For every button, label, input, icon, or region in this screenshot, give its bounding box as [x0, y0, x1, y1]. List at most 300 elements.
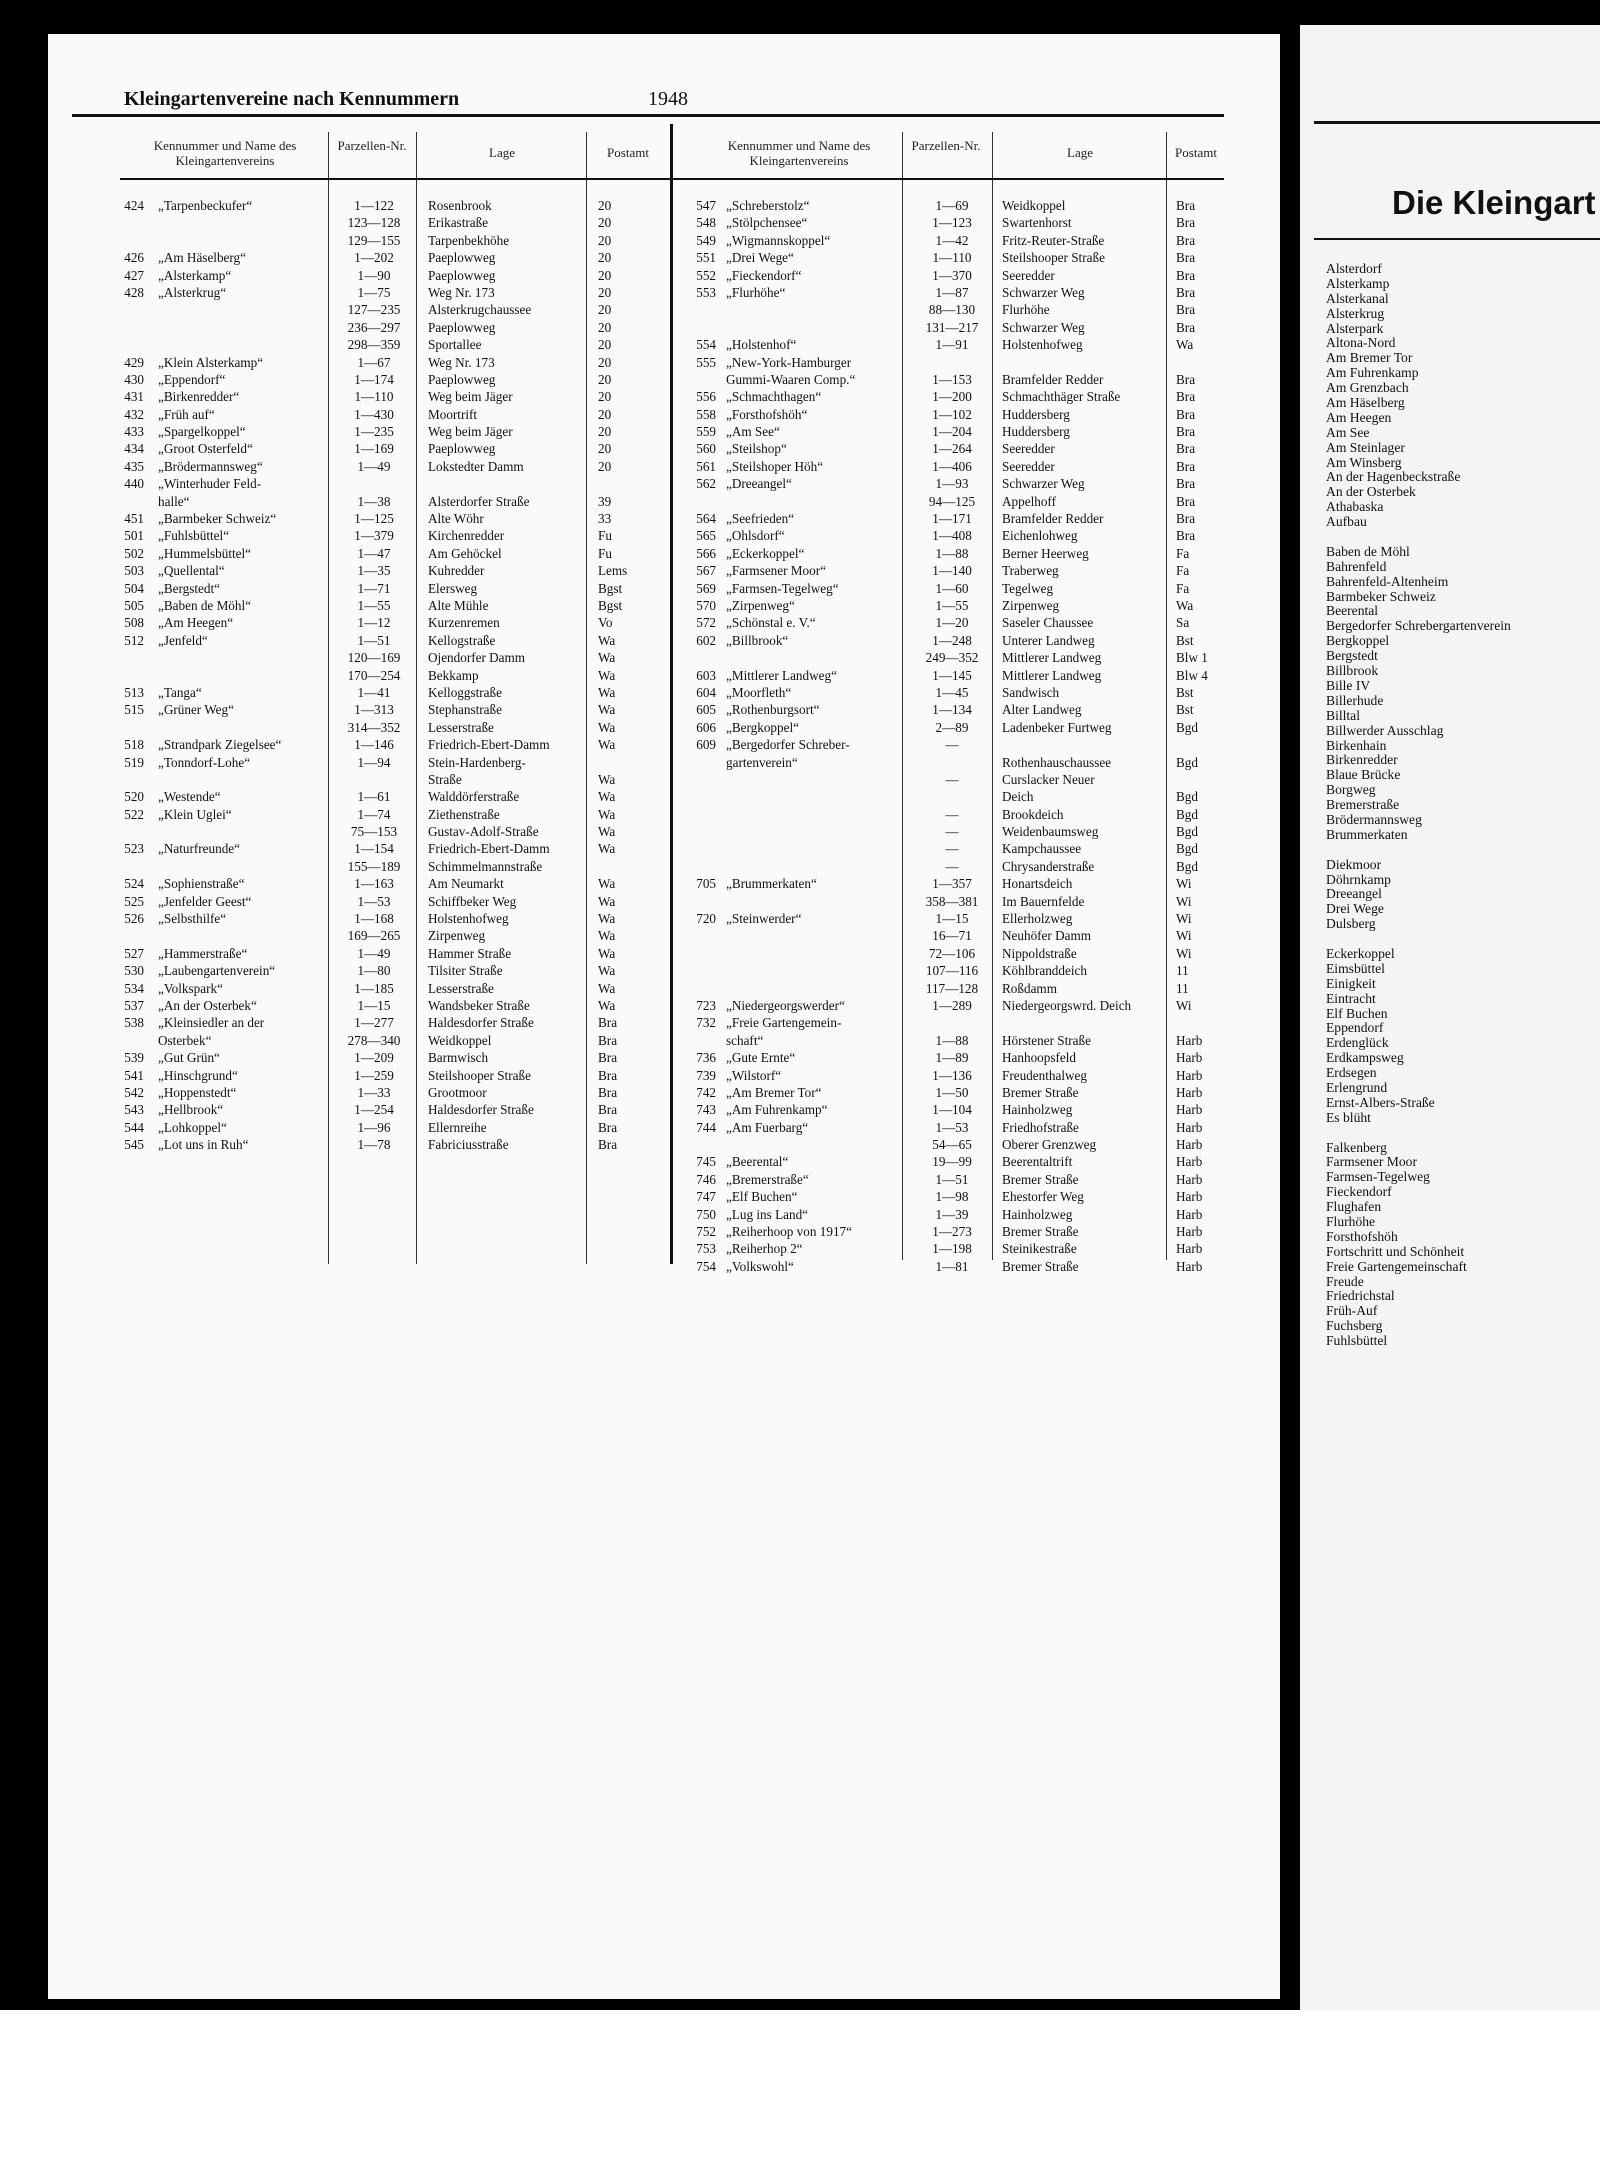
postamt-cell: Wa: [1176, 337, 1194, 353]
parzellen-cell: 1—174: [354, 371, 394, 387]
lage-cell: Hörstener Straße: [1002, 1032, 1091, 1048]
lage-cell: Walddörferstraße: [428, 789, 520, 805]
verein-name-cell: „Farmsener Moor“: [726, 563, 826, 579]
verein-name-cell: „Drei Wege“: [726, 250, 794, 266]
verein-name-cell: „An der Osterbek“: [158, 997, 257, 1013]
kennnummer-cell: 556: [696, 389, 716, 405]
list-item: Flughafen: [1326, 1199, 1382, 1215]
parzellen-cell: 1—50: [935, 1084, 969, 1100]
table-row: [120, 510, 670, 527]
postamt-cell: Wa: [598, 650, 616, 666]
lage-cell: Holstenhofweg: [1002, 337, 1083, 353]
postamt-cell: Bra: [598, 1032, 618, 1048]
kennnummer-cell: 513: [124, 684, 144, 700]
postamt-cell: 20: [598, 319, 612, 335]
lage-cell: Haldesdorfer Straße: [428, 1102, 534, 1118]
lage-cell: Hanhoopsfeld: [1002, 1050, 1076, 1066]
parzellen-cell: 1—69: [935, 198, 969, 213]
kennnummer-cell: 432: [124, 406, 144, 422]
parzellen-cell: 127—235: [347, 302, 401, 318]
parzellen-cell: 1—379: [354, 528, 394, 544]
lage-cell: Kuhredder: [428, 563, 485, 579]
parzellen-cell: 1—67: [357, 354, 391, 370]
lage-cell: Barmwisch: [428, 1050, 489, 1066]
parzellen-cell: 1—49: [357, 945, 391, 961]
verein-name-cell: „Jenfeld“: [158, 632, 208, 648]
list-item: Am Heegen: [1326, 409, 1392, 425]
col-header-kenn-right: Kennummer und Name des Kleingartenvereins: [727, 138, 871, 168]
kennnummer-cell: 746: [696, 1171, 716, 1187]
parzellen-cell: 1—20: [935, 615, 969, 631]
lage-cell: Ellernreihe: [428, 1119, 487, 1135]
list-item: Früh-Auf: [1326, 1303, 1378, 1319]
parzellen-cell: 1—146: [354, 737, 394, 753]
postamt-cell: Bst: [1176, 702, 1194, 718]
kennnummer-cell: 605: [696, 702, 716, 718]
parzellen-cell: —: [945, 737, 959, 753]
table-row: [684, 667, 1224, 684]
parzellen-cell: —: [945, 771, 959, 787]
table-row: [120, 336, 670, 353]
col-header-lage-left: Lage: [489, 145, 515, 160]
list-item: Alsterkrug: [1326, 305, 1385, 321]
table-row: [684, 1101, 1224, 1118]
list-item: Flurhöhe: [1326, 1214, 1376, 1229]
list-item: Am See: [1326, 424, 1370, 440]
lage-cell: Beerentaltrift: [1002, 1154, 1073, 1170]
postamt-cell: Bra: [1176, 267, 1196, 283]
table-row: [684, 1258, 1224, 1275]
kennnummer-cell: 736: [696, 1050, 716, 1066]
list-item: Freude: [1326, 1273, 1364, 1289]
parzellen-cell: 1—104: [932, 1102, 972, 1118]
parzellen-cell: 1—41: [357, 684, 391, 700]
kennnummer-cell: 524: [124, 876, 144, 892]
lage-cell: Sportallee: [428, 337, 482, 353]
postamt-cell: Wi: [1176, 876, 1192, 892]
parzellen-cell: 107—116: [925, 963, 979, 979]
parzellen-cell: 1—81: [935, 1258, 969, 1274]
table-row: [684, 1206, 1224, 1223]
table-row: [684, 1084, 1224, 1101]
kennnummer-cell: 515: [124, 702, 144, 718]
parzellen-cell: 1—264: [932, 441, 972, 457]
lage-cell: Schmachthäger Straße: [1002, 389, 1121, 405]
parzellen-cell: 2—89: [935, 719, 969, 735]
kennnummer-cell: 559: [696, 424, 716, 440]
kennnummer-cell: 539: [124, 1050, 144, 1066]
list-item: Bille IV: [1326, 677, 1371, 693]
table-row: [120, 858, 670, 875]
verein-name-cell: „Tanga“: [158, 684, 202, 700]
list-item: Bergstedt: [1326, 648, 1378, 664]
parzellen-cell: 1—277: [354, 1015, 394, 1031]
postamt-cell: Bra: [1176, 389, 1196, 405]
parzellen-cell: 1—235: [354, 424, 394, 440]
list-item: Am Häselberg: [1326, 395, 1405, 411]
list-item: Altona-Nord: [1326, 335, 1396, 351]
table-row: [120, 1014, 670, 1031]
postamt-cell: Fa: [1176, 563, 1190, 579]
parzellen-cell: 236—297: [347, 319, 401, 335]
kennnummer-cell: 723: [696, 997, 716, 1013]
table-row: [684, 736, 1224, 753]
verein-name-cell: „Lug ins Land“: [726, 1206, 809, 1222]
kennnummer-cell: 504: [124, 580, 144, 596]
parzellen-cell: 131—217: [925, 319, 979, 335]
verein-name-cell: „Lohkoppel“: [158, 1119, 227, 1135]
verein-name-cell: „Winterhuder Feld-: [158, 476, 262, 492]
parzellen-cell: 1—15: [935, 911, 969, 927]
postamt-cell: 39: [598, 493, 612, 509]
postamt-cell: 11: [1176, 963, 1189, 979]
table-row: [120, 597, 670, 614]
header-rule: [72, 114, 1224, 117]
postamt-cell: Bra: [1176, 424, 1196, 440]
verein-name-cell: „Bergkoppel“: [726, 719, 799, 735]
lage-cell: Appelhoff: [1002, 493, 1056, 509]
verein-name-cell: „Steilshop“: [726, 441, 787, 457]
kennnummer-cell: 739: [696, 1067, 716, 1083]
lage-cell: Bremer Straße: [1002, 1171, 1079, 1187]
parzellen-cell: 1—98: [935, 1189, 969, 1205]
col-header-kenn-left: Kennummer und Name des Kleingartenvereins: [153, 138, 297, 168]
postamt-cell: Wi: [1176, 911, 1192, 927]
lage-cell: Weidkoppel: [428, 1032, 492, 1048]
list-item: Fieckendorf: [1326, 1184, 1392, 1200]
table-row: [120, 319, 670, 336]
parzellen-cell: 1—93: [935, 476, 969, 492]
list-item: Bahrenfeld: [1326, 558, 1387, 574]
lage-cell: Friedrich-Ebert-Damm: [428, 841, 550, 857]
lage-cell: Ladenbeker Furtweg: [1002, 719, 1112, 735]
table-row: [684, 1119, 1224, 1136]
postamt-cell: Wa: [598, 980, 616, 996]
verein-name-cell: „Dreeangel“: [726, 476, 792, 492]
table-row: [120, 684, 670, 701]
parzellen-cell: 1—110: [354, 389, 394, 405]
verein-name-cell: Gummi-Waaren Comp.“: [726, 371, 856, 387]
kennnummer-cell: 606: [696, 719, 716, 735]
list-item: Bremerstraße: [1326, 797, 1400, 813]
lage-cell: Swartenhorst: [1002, 215, 1072, 231]
table-row: [684, 684, 1224, 701]
postamt-cell: Wa: [598, 841, 616, 857]
table-row: [684, 475, 1224, 492]
postamt-cell: Bgd: [1176, 754, 1198, 770]
parzellen-cell: 1—259: [354, 1067, 394, 1083]
verein-name-cell: „Alsterkamp“: [158, 267, 232, 283]
kennnummer-cell: 519: [124, 754, 144, 770]
postamt-cell: Wa: [598, 928, 616, 944]
list-item: Fortschritt und Schönheit: [1326, 1243, 1465, 1259]
table-row: [684, 319, 1224, 336]
list-item: Eckerkoppel: [1326, 945, 1395, 961]
list-item: Friedrichstal: [1326, 1288, 1395, 1304]
parzellen-cell: 1—408: [932, 528, 972, 544]
verein-name-cell: „Tonndorf-Lohe“: [158, 754, 251, 770]
kennnummer-cell: 434: [124, 441, 144, 457]
table-row: [684, 1240, 1224, 1257]
table-row: [684, 388, 1224, 405]
parzellen-cell: 1—140: [932, 563, 972, 579]
table-row: [120, 232, 670, 249]
verein-name-cell: „Ohlsdorf“: [726, 528, 785, 544]
table-row: [120, 1049, 670, 1066]
lage-cell: Berner Heerweg: [1002, 545, 1089, 561]
kennnummer-cell: 572: [696, 615, 716, 631]
lage-cell: Lesserstraße: [428, 980, 494, 996]
list-item: Erdkampsweg: [1326, 1050, 1404, 1066]
postamt-cell: Harb: [1176, 1171, 1203, 1187]
list-item: Eimsbüttel: [1326, 960, 1385, 976]
lage-cell: Alte Mühle: [428, 597, 489, 613]
parzellen-cell: 1—134: [932, 702, 972, 718]
lage-cell: Brookdeich: [1002, 806, 1064, 822]
lage-cell: Tegelweg: [1002, 580, 1054, 596]
kennnummer-cell: 526: [124, 911, 144, 927]
list-item: Brödermannsweg: [1326, 811, 1422, 827]
kennnummer-cell: 433: [124, 424, 144, 440]
verein-name-cell: „Hummelsbüttel“: [158, 545, 252, 561]
lage-cell: Huddersberg: [1002, 424, 1070, 440]
postamt-cell: Harb: [1176, 1137, 1203, 1153]
kennnummer-cell: 431: [124, 389, 144, 405]
postamt-cell: Bgd: [1176, 824, 1198, 840]
list-gap: [1326, 843, 1511, 858]
kennnummer-cell: 570: [696, 597, 716, 613]
parzellen-cell: 1—169: [354, 441, 394, 457]
table-row: [684, 493, 1224, 510]
table-row: [120, 458, 670, 475]
postamt-cell: Bra: [1176, 441, 1196, 457]
verein-name-cell: „Lot uns in Ruh“: [158, 1137, 249, 1153]
postamt-cell: Lems: [598, 563, 628, 579]
lage-cell: Bremer Straße: [1002, 1224, 1079, 1240]
postamt-cell: Wa: [598, 684, 616, 700]
table-row: [684, 1171, 1224, 1188]
postamt-cell: Bgd: [1176, 789, 1198, 805]
table-row: [684, 858, 1224, 875]
table-row: [120, 371, 670, 388]
kennnummer-cell: 555: [696, 354, 716, 370]
table-row: [120, 284, 670, 301]
kennnummer-cell: 603: [696, 667, 716, 683]
kennnummer-cell: 753: [696, 1241, 716, 1257]
lage-cell: Freudenthalweg: [1002, 1067, 1087, 1083]
table-row: [120, 632, 670, 649]
table-row: [120, 1067, 670, 1084]
right-header-rule: [1314, 121, 1600, 124]
parzellen-cell: 72—106: [928, 945, 976, 961]
lage-cell: Holstenhofweg: [428, 911, 509, 927]
parzellen-cell: 298—359: [347, 337, 401, 353]
lage-cell: Saseler Chaussee: [1002, 615, 1094, 631]
parzellen-cell: 1—47: [357, 545, 391, 561]
table-row: [120, 475, 670, 492]
verein-name-cell: „Alsterkrug“: [158, 284, 227, 300]
lage-cell: Weidenbaumsweg: [1002, 824, 1099, 840]
parzellen-cell: 1—71: [357, 580, 391, 596]
kennnummer-cell: 567: [696, 563, 716, 579]
postamt-cell: Blw 4: [1176, 667, 1208, 683]
parzellen-cell: 117—128: [925, 980, 979, 996]
parzellen-cell: 1—273: [932, 1224, 972, 1240]
right-table-body: [684, 197, 1224, 1275]
table-row: [120, 893, 670, 910]
postamt-cell: Bra: [598, 1050, 618, 1066]
postamt-cell: Harb: [1176, 1119, 1203, 1135]
kennnummer-cell: 424: [124, 198, 144, 213]
list-item: Es blüht: [1326, 1109, 1371, 1125]
verein-name-cell: „Fieckendorf“: [726, 267, 802, 283]
verein-name-cell: „Früh auf“: [158, 406, 215, 422]
lage-cell: Bramfelder Redder: [1002, 511, 1104, 527]
lage-cell: Bekkamp: [428, 667, 479, 683]
list-item: Eppendorf: [1326, 1020, 1384, 1036]
postamt-cell: 20: [598, 215, 612, 231]
postamt-cell: Wi: [1176, 945, 1192, 961]
lage-cell: Ellerholzweg: [1002, 911, 1073, 927]
postamt-cell: 20: [598, 458, 612, 474]
list-item: Forsthofshöh: [1326, 1228, 1398, 1244]
kennnummer-cell: 552: [696, 267, 716, 283]
verein-name-cell: gartenverein“: [726, 754, 798, 770]
parzellen-cell: 1—94: [357, 754, 391, 770]
postamt-cell: Bra: [598, 1137, 618, 1153]
parzellen-cell: 1—87: [935, 284, 969, 300]
postamt-cell: Wa: [598, 737, 616, 753]
list-item: Eintracht: [1326, 990, 1376, 1006]
list-item: Birkenhain: [1326, 737, 1387, 753]
table-row: [684, 371, 1224, 388]
verein-name-cell: „Strandpark Ziegelsee“: [158, 737, 282, 753]
kennnummer-cell: 554: [696, 337, 716, 353]
table-row: [684, 1067, 1224, 1084]
lage-cell: Bremer Straße: [1002, 1258, 1079, 1274]
lage-cell: Tilsiter Straße: [428, 963, 503, 979]
postamt-cell: Bst: [1176, 684, 1194, 700]
lage-cell: Kirchenredder: [428, 528, 505, 544]
postamt-cell: Bra: [1176, 493, 1196, 509]
lage-cell: Zirpenweg: [428, 928, 486, 944]
list-item: An der Osterbek: [1326, 484, 1416, 500]
table-row: [684, 945, 1224, 962]
postamt-cell: Harb: [1176, 1032, 1203, 1048]
lage-cell: Schwarzer Weg: [1002, 476, 1085, 492]
list-item: Farmsen-Tegelweg: [1326, 1169, 1430, 1185]
lage-cell: Roßdamm: [1002, 980, 1057, 996]
table-row: [684, 806, 1224, 823]
lage-cell: Bramfelder Redder: [1002, 371, 1104, 387]
table-row: [684, 354, 1224, 371]
table-row: [684, 580, 1224, 597]
parzellen-cell: 1—55: [357, 597, 391, 613]
parzellen-cell: 1—42: [935, 232, 969, 248]
lage-cell: Köhlbranddeich: [1002, 963, 1087, 979]
postamt-cell: 20: [598, 389, 612, 405]
lage-cell: Honartsdeich: [1002, 876, 1073, 892]
table-row: [120, 267, 670, 284]
list-item: Ernst-Albers-Straße: [1326, 1094, 1435, 1110]
postamt-cell: Bra: [1176, 511, 1196, 527]
parzellen-cell: 1—96: [357, 1119, 391, 1135]
list-item: Am Steinlager: [1326, 439, 1405, 455]
lage-cell: Kurzenremen: [428, 615, 500, 631]
table-row: [120, 806, 670, 823]
lage-cell: Hainholzweg: [1002, 1102, 1073, 1118]
parzellen-cell: 1—313: [354, 702, 394, 718]
verein-name-cell: „Birkenredder“: [158, 389, 240, 405]
table-row: [684, 1223, 1224, 1240]
kennnummer-cell: 537: [124, 997, 144, 1013]
table-row: [120, 962, 670, 979]
parzellen-cell: 1—204: [932, 424, 972, 440]
kennnummer-cell: 747: [696, 1189, 716, 1205]
table-row: [684, 1136, 1224, 1153]
table-row: [684, 771, 1224, 788]
lage-cell: Paeplowweg: [428, 371, 496, 387]
postamt-cell: Bra: [598, 1119, 618, 1135]
kennnummer-cell: 545: [124, 1137, 144, 1153]
postamt-cell: Wa: [598, 911, 616, 927]
lage-cell: Hainholzweg: [1002, 1206, 1073, 1222]
postamt-cell: Harb: [1176, 1084, 1203, 1100]
kennnummer-cell: 705: [696, 876, 716, 892]
table-row: [120, 197, 670, 214]
table-row: [684, 632, 1224, 649]
lage-cell: Schiffbeker Weg: [428, 893, 517, 909]
list-item: Brummerkaten: [1326, 826, 1408, 842]
lage-cell: Weg Nr. 173: [428, 354, 495, 370]
table-row: [120, 875, 670, 892]
kennnummer-cell: 440: [124, 476, 144, 492]
postamt-cell: Bra: [1176, 319, 1196, 335]
lage-cell: Niedergeorgswrd. Deich: [1002, 997, 1132, 1013]
table-row: [120, 980, 670, 997]
parzellen-cell: 1—53: [357, 893, 391, 909]
postamt-cell: Harb: [1176, 1206, 1203, 1222]
postamt-cell: 20: [598, 232, 612, 248]
kennnummer-cell: 427: [124, 267, 144, 283]
kennnummer-cell: 426: [124, 250, 144, 266]
parzellen-cell: 1—154: [354, 841, 394, 857]
lage-cell: Am Neumarkt: [428, 876, 504, 892]
table-row: [684, 423, 1224, 440]
verein-name-cell: „Wigmannskoppel“: [726, 232, 831, 248]
lage-cell: Eichenlohweg: [1002, 528, 1078, 544]
verein-name-cell: „Billbrook“: [726, 632, 789, 648]
postamt-cell: 20: [598, 371, 612, 387]
verein-name-cell: „Schreberstolz“: [726, 198, 810, 213]
kennnummer-cell: 512: [124, 632, 144, 648]
table-row: [120, 701, 670, 718]
lage-cell: Straße: [428, 771, 462, 787]
postamt-cell: Bgd: [1176, 858, 1198, 874]
table-row: [684, 754, 1224, 771]
table-row: [120, 301, 670, 318]
kennnummer-cell: 428: [124, 284, 144, 300]
lage-cell: Steilshooper Straße: [1002, 250, 1105, 266]
verein-name-cell: „Am Fuhrenkamp“: [726, 1102, 828, 1118]
table-row: [684, 267, 1224, 284]
parzellen-cell: 16—71: [932, 928, 972, 944]
lage-cell: Chrysanderstraße: [1002, 858, 1095, 874]
lage-cell: Nippoldstraße: [1002, 945, 1077, 961]
list-item: Aufbau: [1326, 514, 1367, 530]
parzellen-cell: 129—155: [347, 232, 401, 248]
kennnummer-cell: 602: [696, 632, 716, 648]
